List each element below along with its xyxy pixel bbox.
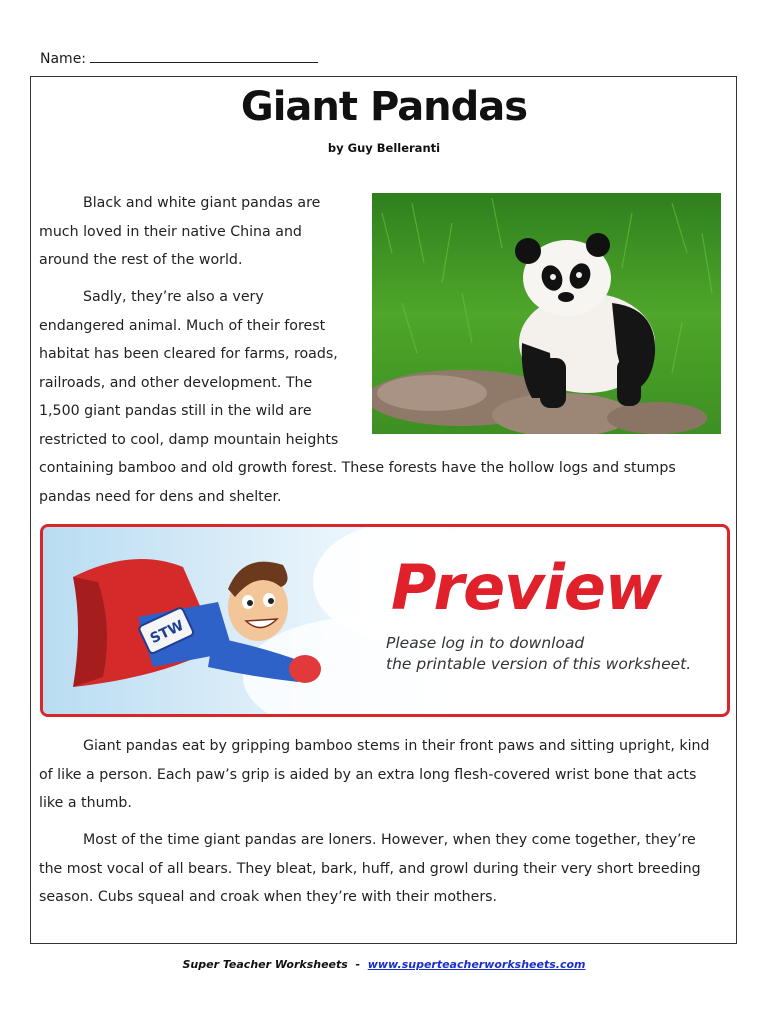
- text-line: restricted to cool, damp mountain heights: [39, 431, 339, 448]
- paragraph-3: [39, 732, 729, 818]
- text-line: Black and white giant pandas are: [83, 195, 321, 211]
- text-line: the most vocal of all bears. They bleat, bark, huff, and growl during their very short breeding: [39, 860, 701, 877]
- preview-line-1: Please log in to download: [386, 634, 585, 652]
- preview-line-2: the printable version of this worksheet.: [386, 655, 692, 673]
- text-line: containing bamboo and old growth forest. These forests have the hollow logs and stumps: [39, 460, 676, 476]
- text-line: much loved in their native China and: [39, 223, 302, 240]
- page-title: Giant Pandas: [240, 84, 528, 130]
- stw-badge: STW: [147, 617, 187, 648]
- text-line: Giant pandas eat by gripping bamboo stems in their front paws and sitting upright, kind: [83, 738, 710, 754]
- preview-message: [386, 633, 691, 675]
- panda-photo: [372, 193, 721, 434]
- text-line: season. Cubs squeal and croak when they’re with their mothers.: [39, 889, 498, 905]
- paragraph-4: [39, 826, 729, 912]
- panda-illustration: [372, 193, 721, 434]
- footer-link[interactable]: www.superteacherworksheets.com: [367, 958, 586, 971]
- text-line: pandas need for dens and shelter.: [39, 488, 282, 505]
- text-line: railroads, and other development. The: [39, 374, 313, 391]
- name-blank-line: [90, 50, 318, 63]
- footer-brand: Super Teacher Worksheets: [182, 958, 348, 971]
- text-line: endangered animal. Much of their forest: [39, 317, 326, 334]
- text-line: around the rest of the world.: [39, 252, 243, 268]
- text-line: habitat has been cleared for farms, roads,: [39, 346, 338, 362]
- preview-title: Preview: [391, 551, 662, 624]
- text-line: Most of the time giant pandas are loners. However, when they come together, they’re: [83, 832, 696, 848]
- text-line: 1,500 giant pandas still in the wild are: [39, 403, 312, 419]
- text-line: Sadly, they’re also a very: [83, 289, 264, 305]
- name-field: [40, 50, 318, 67]
- preview-banner[interactable]: [40, 524, 730, 717]
- name-label: Name:: [40, 51, 87, 67]
- footer: [0, 958, 768, 971]
- paragraph-1: [39, 189, 359, 275]
- footer-separator: -: [355, 958, 361, 971]
- text-line: like a thumb.: [39, 795, 132, 811]
- text-line: of like a person. Each paw’s grip is aided by an extra long flesh-covered wrist bone that acts: [39, 766, 697, 783]
- byline: by Guy Belleranti: [327, 141, 441, 155]
